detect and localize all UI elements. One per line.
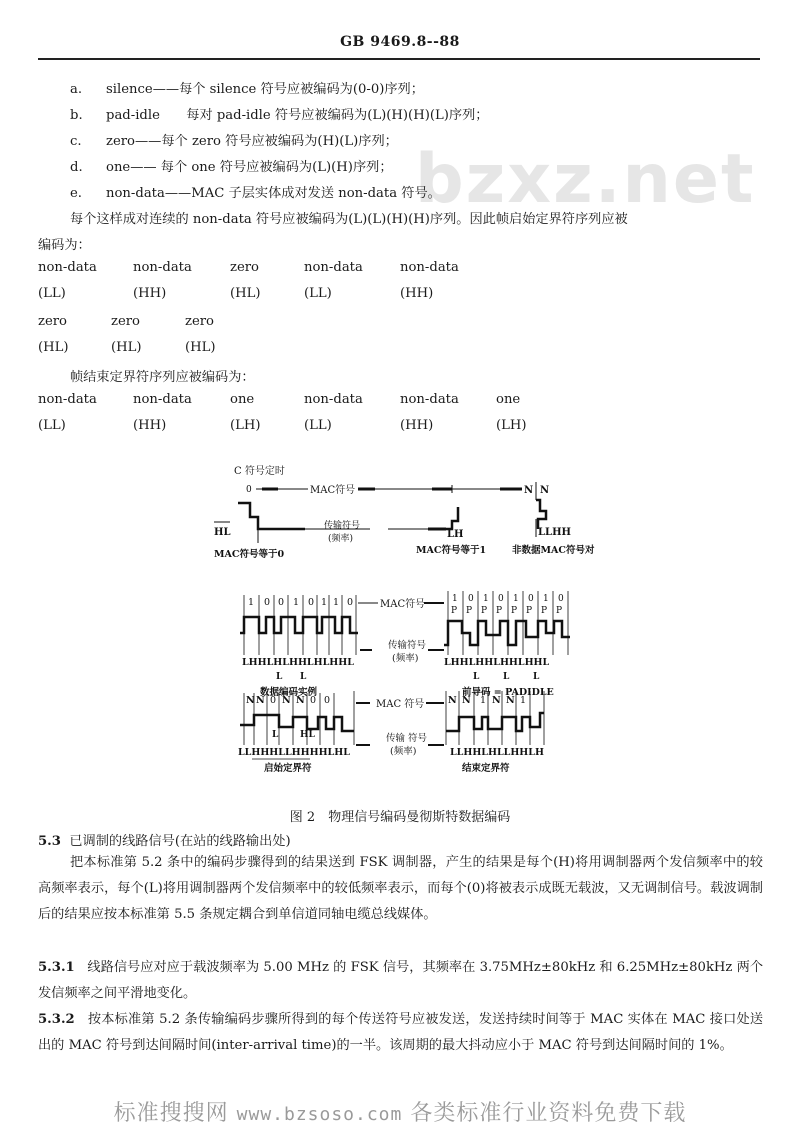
list-label: c. — [70, 134, 82, 149]
svg-text:N: N — [462, 695, 471, 706]
svg-text:1: 1 — [520, 695, 527, 706]
n-mark: N — [524, 485, 534, 496]
svg-text:0: 0 — [558, 594, 564, 604]
list-text: silence——每个 silence 符号应被编码为(0-0)序列； — [106, 82, 424, 97]
svg-text:0: 0 — [468, 594, 474, 604]
header-rule — [38, 58, 760, 60]
svg-text:N: N — [296, 695, 305, 706]
list-item-a — [70, 78, 424, 97]
symbol-name: one — [496, 392, 521, 407]
figure-caption: 图 2 物理信号编码曼彻斯特数据编码 — [289, 810, 511, 825]
svg-text:P: P — [481, 606, 488, 616]
svg-text:0: 0 — [324, 695, 331, 706]
tx-symbol-label: 传输 符号 — [386, 733, 428, 744]
symbol-code: (HL) — [185, 340, 216, 355]
svg-text:HL: HL — [300, 730, 315, 740]
svg-text:1: 1 — [333, 597, 340, 608]
llhh-label: LLHH — [538, 527, 571, 538]
svg-text:N: N — [246, 695, 255, 706]
symbol-code: (LL) — [304, 286, 332, 301]
footer-slogan: 各类标准行业资料免费下载 — [410, 1101, 687, 1126]
end-delimiter-intro: 帧结束定界符序列应被编码为： — [70, 370, 255, 385]
svg-text:0: 0 — [270, 695, 277, 706]
watermark: bzxz.net — [415, 140, 756, 219]
svg-text:N: N — [282, 695, 291, 706]
paragraph-line: 编码为： — [38, 238, 91, 253]
paragraph-line: 每个这样成对连续的 non-data 符号应被编码为(L)(L)(H)(H)序列。因此帧启始定界符序列应被 — [70, 212, 628, 227]
tx-symbol-label: 传输符号 — [388, 640, 427, 651]
svg-text:L: L — [272, 730, 279, 740]
section-number: 5.3.1 — [38, 960, 75, 975]
symbol-name: non-data — [133, 392, 192, 407]
svg-text:L: L — [473, 672, 480, 682]
symbol-code: (HH) — [133, 418, 167, 433]
svg-text:P: P — [541, 606, 548, 616]
section-body: 线路信号应对应于载波频率为 5.00 MHz 的 FSK 信号，其频率在 3.75MHz±80kHz 和 6.25MHz±80kHz 两个发信频率之间平滑地变化。 — [38, 960, 764, 1001]
n-mark: N — [540, 485, 550, 496]
svg-text:0: 0 — [528, 594, 534, 604]
svg-text:1: 1 — [483, 594, 489, 604]
symbol-code: (LL) — [38, 418, 66, 433]
symbol-code: (LL) — [38, 286, 66, 301]
svg-text:1: 1 — [480, 695, 487, 706]
symbol-name: non-data — [133, 260, 192, 275]
symbol-code: (LL) — [304, 418, 332, 433]
symbol-name: non-data — [38, 260, 97, 275]
list-text: non-data——MAC 子层实体成对发送 non-data 符号。 — [106, 186, 441, 201]
symbol-name: non-data — [400, 260, 459, 275]
freq-label: (频率) — [328, 534, 354, 544]
code-string: LLHHLHLLHHLH — [450, 747, 544, 758]
svg-text:P: P — [511, 606, 518, 616]
symbol-code: (HH) — [133, 286, 167, 301]
svg-text:0: 0 — [347, 597, 354, 608]
caption-nondata: 非数据MAC符号对 — [512, 545, 595, 556]
figure-manchester-encoding — [200, 455, 600, 795]
svg-text:1: 1 — [513, 594, 519, 604]
footer-watermark — [0, 1096, 800, 1127]
svg-text:0: 0 — [498, 594, 504, 604]
caption-mac-1: MAC符号等于1 — [416, 545, 487, 556]
data-example-caption: 数据编码实例 — [260, 687, 318, 698]
zero-mark: 0 — [246, 485, 252, 495]
symbol-code: (HL) — [230, 286, 261, 301]
list-item-b — [70, 104, 488, 123]
symbol-name: zero — [111, 314, 140, 329]
section-title: 已调制的线路信号(在站的线路输出处) — [69, 834, 291, 849]
svg-text:1: 1 — [321, 597, 328, 608]
tx-symbol-label: 传输符号 — [324, 521, 361, 531]
list-text: pad-idle 每对 pad-idle 符号应被编码为(L)(H)(H)(L)序列； — [106, 108, 489, 123]
section-body: 按本标准第 5.2 条传输编码步骤所得到的每个传送符号应被发送，发送持续时间等于 MAC 实体在 MAC 接口处送出的 MAC 符号到达间隔时间(inter-arrival time)的一半。该周期的最大抖动应小于 MAC 符号到达间隔时间的 1%。 — [38, 1012, 764, 1053]
svg-text:P: P — [496, 606, 503, 616]
symbol-name: non-data — [304, 260, 363, 275]
list-text: one—— 每个 one 符号应被编码为(L)(H)序列； — [106, 160, 393, 175]
section-5-3-1 — [38, 955, 763, 1007]
svg-text:L: L — [533, 672, 540, 682]
code-string: LLHHHLLHHHHLHL — [238, 747, 350, 758]
svg-text:N: N — [448, 695, 457, 706]
footer-url: www.bzsoso.com — [236, 1104, 403, 1125]
section-5-3-body: 把本标准第 5.2 条中的编码步骤得到的结果送到 FSK 调制器，产生的结果是每个(H)将用调制器两个发信频率中的较高频率表示，每个(L)将用调制器两个发信频率中的较低频率表示，而每个(0)将被表示成既无载波，又无调制信号。载波调制后的结果应按本标准第 5.5 条规定耦合到单信道同轴电缆总线媒体。 — [38, 855, 763, 922]
end-delimiter-caption: 结束定界符 — [462, 763, 510, 774]
preamble-caption: 前导码 = PADIDLE — [462, 687, 554, 698]
freq-label: (频率) — [392, 653, 419, 664]
svg-text:L: L — [503, 672, 510, 682]
list-item-c — [70, 130, 398, 149]
svg-text:0: 0 — [308, 597, 315, 608]
symbol-code: (LH) — [496, 418, 527, 433]
svg-text:L: L — [276, 672, 283, 682]
start-delimiter-waveform — [238, 691, 354, 774]
mac-symbol-label: MAC符号 — [380, 599, 426, 610]
hl-label: HL — [214, 527, 231, 538]
svg-text:N: N — [506, 695, 515, 706]
code-string: LHHLHLHHLHLHHL — [242, 657, 354, 668]
end-delimiter-waveform — [446, 691, 544, 774]
symbol-name: zero — [185, 314, 214, 329]
data-encoding-example — [240, 595, 358, 698]
list-label: e. — [70, 186, 82, 201]
code-string: LHHLHHLHHLHHL — [444, 657, 550, 668]
svg-text:0: 0 — [278, 597, 285, 608]
section-heading-5-3 — [38, 830, 291, 849]
list-item-d — [70, 156, 393, 175]
symbol-name: one — [230, 392, 255, 407]
symbol-name: non-data — [304, 392, 363, 407]
start-delimiter-caption: 启始定界符 — [264, 763, 312, 774]
symbol-name: zero — [38, 314, 67, 329]
svg-text:0: 0 — [264, 597, 271, 608]
preamble-padidle — [444, 591, 570, 698]
symbol-code: (HH) — [400, 418, 434, 433]
svg-text:L: L — [300, 672, 307, 682]
list-item-e — [70, 182, 441, 201]
svg-text:P: P — [556, 606, 563, 616]
mac-symbol-label: MAC符号 — [310, 485, 356, 496]
freq-label: (频率) — [390, 746, 417, 757]
svg-text:N: N — [492, 695, 501, 706]
svg-text:1: 1 — [293, 597, 300, 608]
footer-site-name: 标准搜搜网 — [113, 1101, 229, 1126]
svg-text:N: N — [256, 695, 265, 706]
list-label: d. — [70, 160, 83, 175]
symbol-code: (HL) — [38, 340, 69, 355]
caption-mac-0: MAC符号等于0 — [214, 549, 285, 560]
symbol-code: (HL) — [111, 340, 142, 355]
symbol-name: non-data — [38, 392, 97, 407]
symbol-code: (LH) — [230, 418, 261, 433]
standard-number-header: GB 9469.8--88 — [340, 34, 460, 50]
symbol-name: non-data — [400, 392, 459, 407]
svg-text:1: 1 — [452, 594, 458, 604]
list-label: b. — [70, 108, 83, 123]
symbol-name: zero — [230, 260, 259, 275]
svg-text:P: P — [526, 606, 533, 616]
timing-label: C 符号定时 — [234, 466, 285, 477]
lh-label: LH — [447, 529, 464, 540]
svg-text:P: P — [466, 606, 473, 616]
list-label: a. — [70, 82, 83, 97]
svg-text:0: 0 — [310, 695, 317, 706]
mac-symbol-label: MAC 符号 — [376, 699, 425, 710]
section-number: 5.3 — [38, 834, 61, 849]
svg-text:1: 1 — [248, 597, 255, 608]
section-number: 5.3.2 — [38, 1012, 75, 1027]
svg-text:P: P — [451, 606, 458, 616]
symbol-code: (HH) — [400, 286, 434, 301]
svg-text:1: 1 — [543, 594, 549, 604]
section-5-3-2 — [38, 1007, 763, 1059]
list-text: zero——每个 zero 符号应被编码为(H)(L)序列； — [106, 134, 398, 149]
